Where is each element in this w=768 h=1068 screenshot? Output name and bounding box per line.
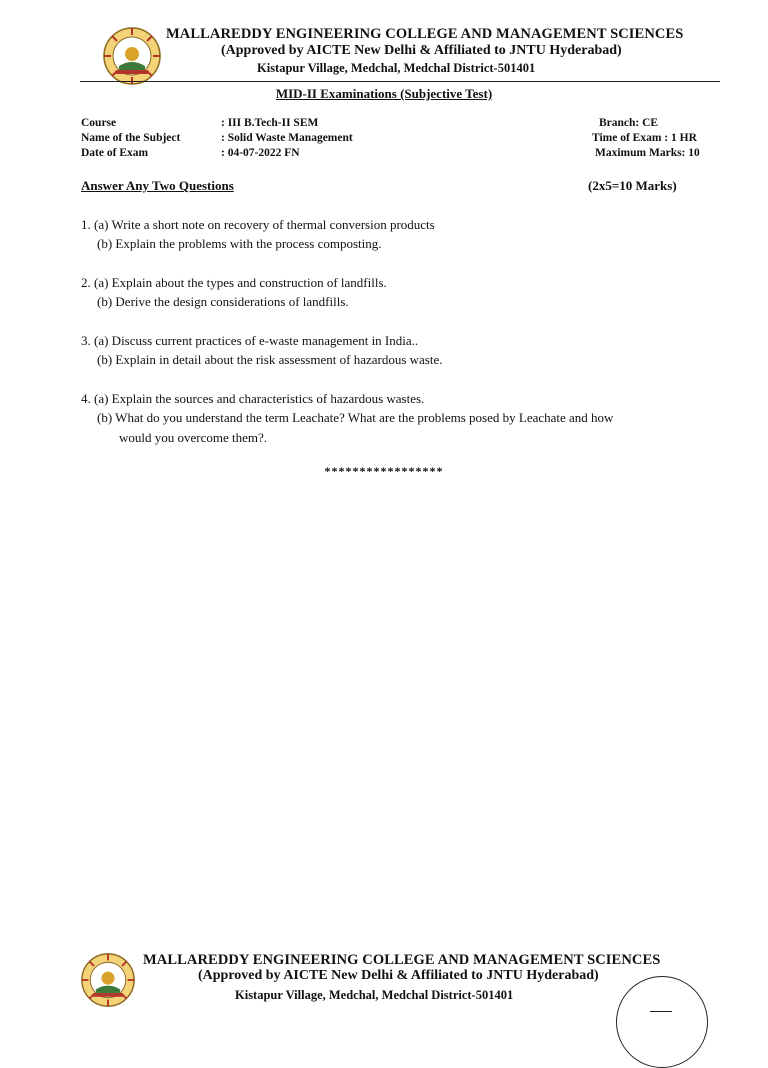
answer-instruction: Answer Any Two Questions	[81, 178, 234, 193]
footer-approval-line: (Approved by AICTE New Delhi & Affiliated to JNTU Hyderabad)	[198, 968, 599, 983]
max-marks-info: Maximum Marks: 10	[595, 147, 700, 159]
footer-college-name: MALLAREDDY ENGINEERING COLLEGE AND MANAGEMENT SCIENCES	[143, 952, 661, 968]
course-label: Course	[81, 117, 117, 129]
header-divider	[80, 81, 720, 82]
college-address: Kistapur Village, Medchal, Medchal District-501401	[257, 61, 536, 75]
subject-label: Name of the Subject	[81, 132, 181, 144]
question-4b: (b) What do you understand the term Leachate? What are the problems posed by Leachate and how	[97, 410, 614, 425]
exam-time-info: Time of Exam : 1 HR	[592, 132, 697, 144]
question-2b: (b) Derive the design considerations of landfills.	[97, 294, 349, 309]
question-4b-continued: would you overcome them?.	[119, 430, 268, 445]
question-2a: 2. (a) Explain about the types and construction of landfills.	[81, 275, 387, 290]
page-stamp-mark	[650, 1011, 672, 1012]
question-1a: 1. (a) Write a short note on recovery of thermal conversion products	[81, 217, 435, 232]
college-emblem-icon	[80, 952, 136, 1008]
marks-scheme: (2x5=10 Marks)	[588, 178, 677, 193]
question-3a: 3. (a) Discuss current practices of e-waste management in India..	[81, 333, 419, 348]
date-label: Date of Exam	[81, 147, 149, 159]
exam-title: MID-II Examinations (Subjective Test)	[275, 86, 493, 101]
college-emblem-icon	[102, 26, 162, 86]
college-name: MALLAREDDY ENGINEERING COLLEGE AND MANAGEMENT SCIENCES	[166, 26, 684, 42]
course-value: : III B.Tech-II SEM	[221, 117, 319, 129]
question-1b: (b) Explain the problems with the process composting.	[97, 236, 382, 251]
end-of-paper-marker: *****************	[324, 464, 444, 478]
footer-college-address: Kistapur Village, Medchal, Medchal District-501401	[235, 988, 514, 1002]
subject-value: : Solid Waste Management	[221, 132, 353, 144]
branch-info: Branch: CE	[599, 117, 659, 129]
page-stamp-circle	[616, 976, 708, 1068]
date-value: : 04-07-2022 FN	[221, 147, 300, 159]
approval-line: (Approved by AICTE New Delhi & Affiliated to JNTU Hyderabad)	[221, 43, 622, 58]
question-4a: 4. (a) Explain the sources and characteristics of hazardous wastes.	[81, 391, 425, 406]
question-3b: (b) Explain in detail about the risk assessment of hazardous waste.	[97, 352, 443, 367]
